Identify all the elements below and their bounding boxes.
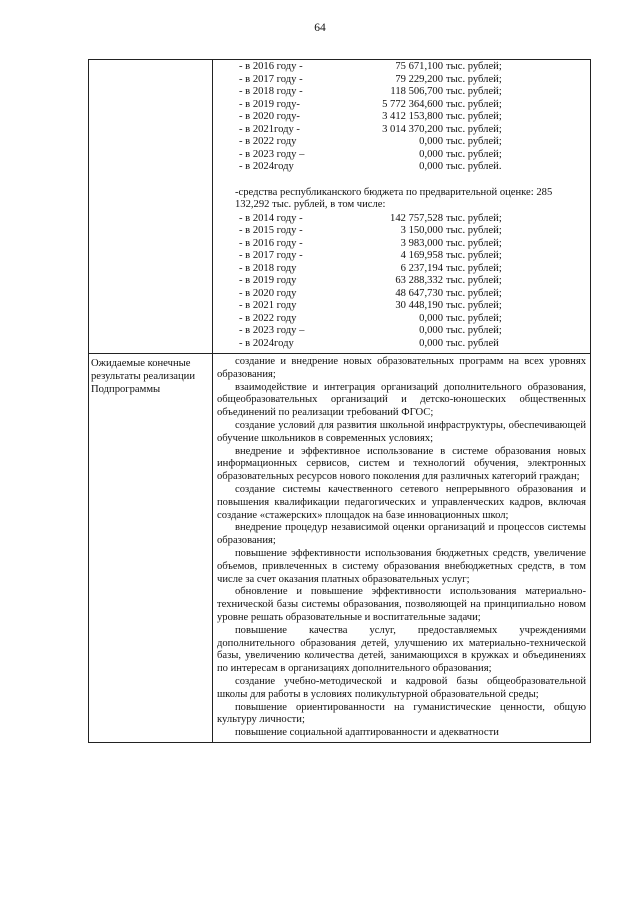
subprogram-passport-table — [88, 59, 591, 743]
funding-year-row — [217, 213, 590, 226]
funding-year-row — [217, 275, 590, 288]
funding-unit: тыс. рублей; — [446, 325, 502, 336]
funding-amount: 75 671,100 — [395, 61, 443, 72]
funding-amount: 0,000 — [419, 312, 443, 324]
funding-year: - в 2021 году — [239, 300, 297, 311]
result-item: повышение эффективности использования бюджетных средств, увеличение объемов, привлеченных в систему образования внебюджетных средств, в том числе за счет оказания платных образовательных услуг; — [217, 547, 586, 585]
funding-amount: 3 014 370,200 — [382, 123, 443, 135]
funding-unit: тыс. рублей; — [446, 250, 502, 261]
result-item: внедрение процедур независимой оценки организаций и процессов системы образования; — [217, 522, 586, 547]
funding-year-row — [217, 161, 590, 174]
funding-year-row — [217, 86, 590, 99]
funding-unit: тыс. рублей. — [446, 161, 502, 172]
result-item: повышение ориентированности на гуманистические ценности, общую культуру личности; — [217, 701, 586, 726]
funding-year-row — [217, 74, 590, 87]
results-list — [213, 354, 590, 742]
funding-year: - в 2018 году - — [239, 86, 303, 97]
funding-unit: тыс. рублей; — [446, 98, 502, 110]
funding-year-row — [217, 111, 590, 124]
funding-year: - в 2018 году — [239, 262, 297, 274]
funding-unit: тыс. рублей; — [446, 225, 502, 236]
funding-amount: 0,000 — [419, 161, 443, 172]
funding-amount: 3 150,000 — [400, 225, 443, 236]
funding-year: - в 2019 году — [239, 275, 297, 286]
funding-year-row — [217, 149, 590, 162]
result-item: создание учебно-методической и кадровой базы общеобразовательной школы для работы в условиях поликультурной образовательной среды; — [217, 675, 586, 700]
result-item: создание и внедрение новых образовательных программ на всех уровнях образования; — [217, 356, 586, 380]
funding-year-row — [217, 250, 590, 263]
funding-year-row — [217, 325, 590, 338]
funding-amount: 30 448,190 — [395, 300, 443, 311]
result-item: повышение качества услуг, предоставляемых учреждениями дополнительного образования детей, улучшению их материально-технической базы, увеличению количества детей, занимающихся в кружках и объединениях по интересам в организациях дополнительного образования; — [217, 624, 586, 675]
funding-unit: тыс. рублей; — [446, 312, 502, 324]
page-number: 64 — [314, 22, 326, 34]
funding-year-row — [217, 338, 590, 351]
funding-year: - в 2022 году — [239, 136, 297, 147]
funding-year-row — [217, 263, 590, 276]
funding-year: - в 2023 году – — [239, 148, 305, 160]
funding-unit: тыс. рублей; — [446, 73, 502, 85]
funding-year-row — [217, 238, 590, 251]
funding-year-row — [217, 124, 590, 137]
funding-amount: 5 772 364,600 — [382, 98, 443, 110]
funding-unit: тыс. рублей — [446, 337, 499, 349]
funding-year: - в 2023 году – — [239, 325, 305, 336]
funding-label-cell — [89, 60, 213, 354]
results-label: Ожидаемые конечные результаты реализации Подпрограммы — [89, 354, 213, 743]
funding-year: - в 2014 году - — [239, 212, 303, 224]
funding-year: - в 2017 году - — [239, 73, 303, 85]
funding-unit: тыс. рублей; — [446, 111, 502, 122]
funding-unit: тыс. рублей; — [446, 123, 502, 135]
funding-year-row — [217, 136, 590, 149]
funding-unit: тыс. рублей; — [446, 300, 502, 311]
funding-amount: 0,000 — [419, 337, 443, 349]
funding-amount: 48 647,730 — [395, 287, 443, 299]
funding-amount: 4 169,958 — [400, 250, 443, 261]
funding-unit: тыс. рублей; — [446, 86, 502, 97]
funding-unit: тыс. рублей; — [446, 287, 502, 299]
funding-amount: 142 757,528 — [390, 212, 443, 224]
funding-amount: 0,000 — [419, 148, 443, 160]
funding-amount: 79 229,200 — [395, 73, 443, 85]
funding-unit: тыс. рублей; — [446, 61, 502, 72]
funding-year: - в 2022 году — [239, 312, 297, 324]
funding-amount: 0,000 — [419, 325, 443, 336]
funding-year-row — [217, 288, 590, 301]
funding-unit: тыс. рублей; — [446, 136, 502, 147]
funding-list-republic — [213, 212, 590, 354]
funding-year-row — [217, 313, 590, 326]
funding-unit: тыс. рублей; — [446, 237, 502, 249]
funding-amount: 63 288,332 — [395, 275, 443, 286]
funding-year: - в 2021году - — [239, 123, 300, 135]
funding-year: - в 2016 году - — [239, 237, 303, 249]
result-item: создание системы качественного сетевого непрерывного образования и повышения квалификации педагогических и управленческих кадров, включая создание «стажерских» площадок на базе инновационных школ; — [217, 483, 586, 521]
funding-unit: тыс. рублей; — [446, 275, 502, 286]
funding-unit: тыс. рублей; — [446, 262, 502, 274]
result-item: повышение социальной адаптированности и адекватности — [235, 727, 499, 739]
funding-year-row — [217, 225, 590, 238]
results-row — [89, 354, 591, 743]
funding-year: - в 2019 году- — [239, 98, 300, 110]
funding-amount: 118 506,700 — [390, 86, 443, 97]
funding-year-row — [217, 61, 590, 74]
funding-year: - в 2016 году - — [239, 61, 303, 72]
funding-year: - в 2024году — [239, 161, 294, 172]
funding-row — [89, 60, 591, 354]
funding-year: - в 2017 году - — [239, 250, 303, 261]
funding-amount: 3 983,000 — [400, 237, 443, 249]
result-item: обновление и повышение эффективности использования материально-технической базы системы образования, позволяющей на принципиально новом уровне решать образовательные и воспитательные задачи; — [217, 586, 586, 623]
funding-amount: 6 237,194 — [400, 262, 443, 274]
funding-year: - в 2024году — [239, 337, 294, 349]
funding-amount: 3 412 153,800 — [382, 111, 443, 122]
funding-unit: тыс. рублей; — [446, 212, 502, 224]
funding-year-row — [217, 300, 590, 313]
result-item: создание условий для развития школьной инфраструктуры, обеспечивающей обучение школьников в современных условиях; — [217, 419, 586, 444]
funding-list-top — [213, 60, 590, 177]
funding-year-row — [217, 99, 590, 112]
funding-cell — [213, 60, 591, 354]
results-cell — [213, 354, 591, 743]
republic-budget-intro: -средства республиканского бюджета по предварительной оценке: 285 132,292 тыс. рублей, в том числе: — [235, 186, 553, 210]
funding-amount: 0,000 — [419, 136, 443, 147]
funding-year: - в 2015 году - — [239, 225, 303, 236]
result-item: внедрение и эффективное использование в системе образования новых информационных сервисов, систем и технологий обучения, электронных образовательных ресурсов нового поколения для различных категорий граждан; — [217, 445, 586, 483]
funding-unit: тыс. рублей; — [446, 148, 502, 160]
funding-year: - в 2020 году — [239, 287, 297, 299]
funding-year: - в 2020 году- — [239, 111, 300, 122]
result-item: взаимодействие и интеграция организаций дополнительного образования, общеобразовательных организаций и детско-юношеских общественных объединений по реализации требований ФГОС; — [217, 381, 586, 419]
